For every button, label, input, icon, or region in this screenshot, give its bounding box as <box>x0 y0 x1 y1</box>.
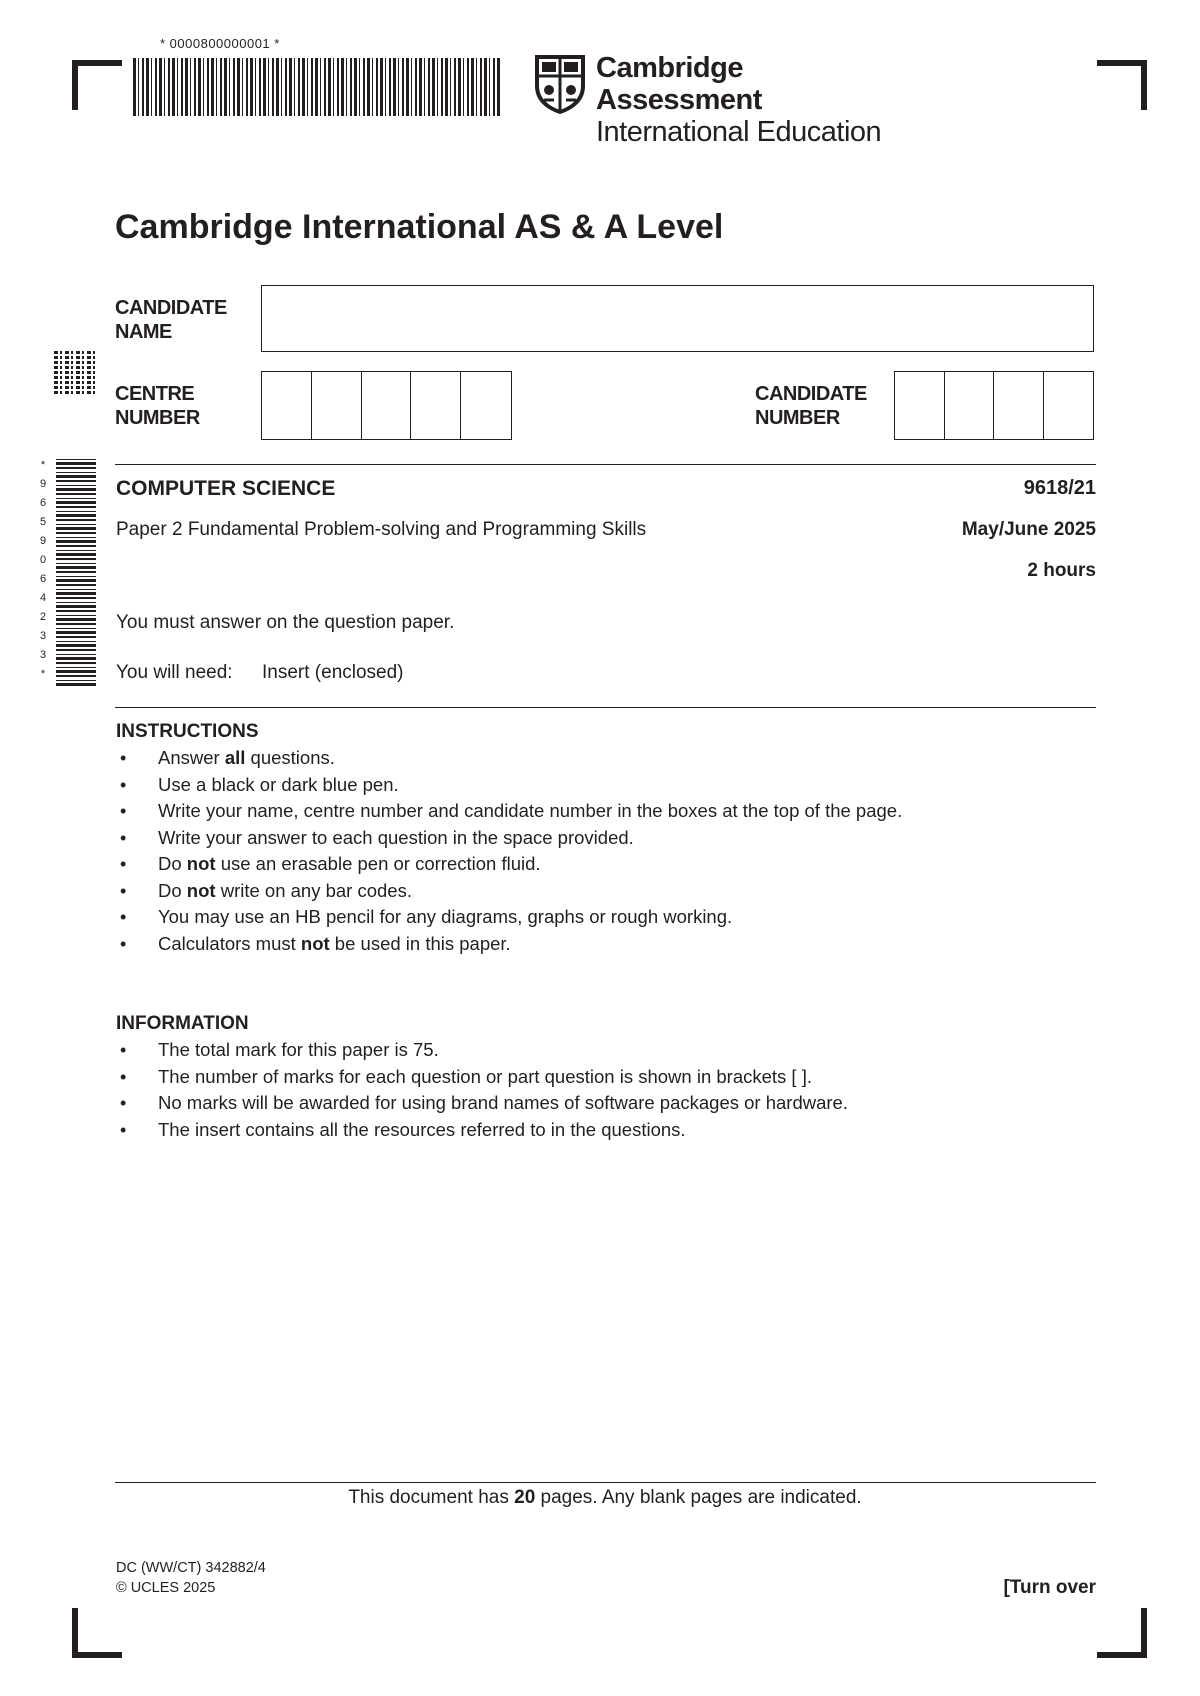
candidate-name-box[interactable] <box>261 285 1094 352</box>
copyright: © UCLES 2025 <box>116 1580 216 1596</box>
instruction-emphasis: not <box>186 879 216 901</box>
barcode-number: * 0000800000001 * <box>160 36 280 51</box>
pages-prefix: This document has <box>348 1487 515 1508</box>
answer-note: You must answer on the question paper. <box>116 612 455 633</box>
information-item: • The number of marks for each question or part question is shown in brackets [ ]. <box>116 1064 1096 1091</box>
side-barcode-digit: 3 <box>39 630 47 642</box>
instruction-text: use an erasable pen or correction fluid. <box>215 853 541 874</box>
subject: COMPUTER SCIENCE <box>116 477 336 500</box>
instruction-item <box>116 745 1096 772</box>
instructions-heading: INSTRUCTIONS <box>116 721 259 742</box>
crop-mark-top-left <box>72 60 122 110</box>
candidate-number-digit-box[interactable] <box>1044 372 1094 439</box>
instructions-list <box>116 745 1096 957</box>
centre-number-digit-box[interactable] <box>312 372 362 439</box>
instruction-emphasis: not <box>300 932 330 954</box>
information-list <box>116 1037 1096 1143</box>
pages-suffix: pages. Any blank pages are indicated. <box>535 1487 862 1508</box>
crop-mark-bottom-right <box>1097 1608 1147 1658</box>
turn-over: [Turn over <box>1003 1577 1096 1598</box>
centre-number-digit-box[interactable] <box>411 372 461 439</box>
crop-mark-bottom-left <box>72 1608 122 1658</box>
centre-number-label: CENTRE NUMBER <box>115 383 200 429</box>
instruction-text: Calculators must <box>158 932 301 954</box>
side-barcode-digit: 9 <box>39 478 47 490</box>
centre-number-boxes[interactable] <box>261 371 512 440</box>
side-barcode-digit: 4 <box>39 592 47 604</box>
side-barcode-digit: * <box>40 668 46 680</box>
instruction-item <box>116 772 1096 799</box>
side-barcode-digit: 0 <box>39 554 47 566</box>
instruction-emphasis: not <box>186 853 216 874</box>
exam-session: May/June 2025 <box>961 519 1096 540</box>
centre-number-digit-box[interactable] <box>461 372 511 439</box>
paper-code: 9618/21 <box>1023 477 1096 499</box>
side-barcode-digit: * <box>40 459 46 471</box>
centre-number-digit-box[interactable] <box>262 372 312 439</box>
side-barcode-digit: 3 <box>39 649 47 661</box>
divider-middle <box>115 707 1096 708</box>
instruction-item <box>116 931 1096 958</box>
logo-line-2: International Education <box>596 116 882 148</box>
page-title: Cambridge International AS & A Level <box>115 208 724 246</box>
candidate-number-digit-box[interactable] <box>994 372 1044 439</box>
instruction-item <box>116 878 1096 905</box>
logo-line-1: Cambridge Assessment <box>596 52 762 116</box>
instruction-text: Do <box>158 879 187 901</box>
divider-bottom <box>115 1482 1096 1483</box>
information-heading: INFORMATION <box>116 1013 249 1034</box>
side-barcode-digit: 6 <box>39 573 47 585</box>
instruction-emphasis: all <box>224 747 246 768</box>
qr-code <box>54 350 96 394</box>
instruction-item <box>116 825 1096 852</box>
instruction-item <box>116 798 1096 825</box>
instruction-text: You may use an HB pencil for any diagrams, graphs or rough working. <box>158 906 733 927</box>
need-label: You will need: <box>116 662 233 683</box>
document-pages-note <box>0 1487 1200 1509</box>
candidate-number-boxes[interactable] <box>894 371 1094 440</box>
instruction-text: be used in this paper. <box>329 932 511 954</box>
centre-number-digit-box[interactable] <box>362 372 412 439</box>
instruction-text: questions. <box>245 747 335 768</box>
side-barcode-digits <box>36 456 50 684</box>
crop-mark-top-right <box>1097 60 1147 110</box>
side-barcode <box>56 458 96 686</box>
instruction-text: Answer <box>158 747 225 768</box>
information-item: • The insert contains all the resources referred to in the questions. <box>116 1117 1096 1144</box>
side-barcode-digit: 9 <box>39 535 47 547</box>
information-item: • No marks will be awarded for using brand names of software packages or hardware. <box>116 1090 1096 1117</box>
information-item: • The total mark for this paper is 75. <box>116 1037 1096 1064</box>
instruction-text: Write your name, centre number and candidate number in the boxes at the top of the page. <box>158 800 903 821</box>
candidate-number-digit-box[interactable] <box>945 372 995 439</box>
side-barcode-digit: 5 <box>39 516 47 528</box>
candidate-number-digit-box[interactable] <box>895 372 945 439</box>
pages-count: 20 <box>514 1487 536 1508</box>
instruction-item <box>116 904 1096 931</box>
instruction-text: Do <box>158 853 187 874</box>
exam-duration: 2 hours <box>1027 560 1096 581</box>
barcode-top <box>133 58 501 116</box>
candidate-number-label: CANDIDATE NUMBER <box>755 383 867 429</box>
need-item: Insert (enclosed) <box>262 662 404 683</box>
paper-title: Paper 2 Fundamental Problem-solving and Programming Skills <box>116 519 647 540</box>
side-barcode-digit: 6 <box>39 497 47 509</box>
cambridge-logo <box>534 52 914 148</box>
document-reference: DC (WW/CT) 342882/4 <box>116 1560 266 1576</box>
candidate-name-label: CANDIDATE NAME <box>115 297 227 343</box>
divider-top <box>115 464 1096 465</box>
instruction-text: Use a black or dark blue pen. <box>158 773 399 795</box>
instruction-item <box>116 851 1096 878</box>
instruction-text: Write your answer to each question in the space provided. <box>158 826 634 848</box>
side-barcode-digit: 2 <box>39 611 47 623</box>
instruction-text: write on any bar codes. <box>215 879 412 901</box>
shield-icon <box>534 54 586 114</box>
